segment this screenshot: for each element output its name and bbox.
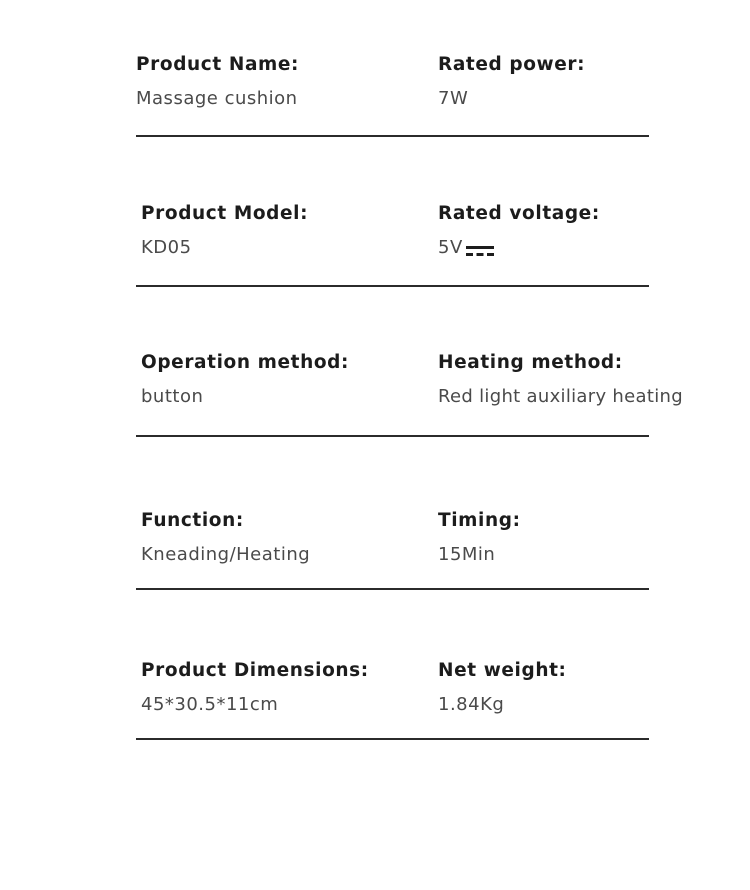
- row-divider: [136, 135, 649, 137]
- spec-value-operation-method: button: [141, 386, 204, 407]
- spec-value-rated-voltage: 5V: [438, 237, 463, 258]
- spec-label-net-weight: Net weight:: [438, 660, 567, 681]
- spec-value-rated-voltage-wrap: [438, 237, 494, 258]
- spec-label-rated-voltage: Rated voltage:: [438, 203, 600, 224]
- spec-value-product-model: KD05: [141, 237, 192, 258]
- spec-value-heating-method: Red light auxiliary heating: [438, 386, 683, 407]
- dc-current-symbol-icon: [466, 241, 494, 253]
- spec-value-net-weight: 1.84Kg: [438, 694, 505, 715]
- row-divider: [136, 285, 649, 287]
- spec-value-timing: 15Min: [438, 544, 496, 565]
- row-divider: [136, 588, 649, 590]
- row-divider: [136, 738, 649, 740]
- spec-value-product-dimensions: 45*30.5*11cm: [141, 694, 279, 715]
- spec-label-product-dimensions: Product Dimensions:: [141, 660, 369, 681]
- spec-value-product-name: Massage cushion: [136, 88, 298, 109]
- spec-value-function: Kneading/Heating: [141, 544, 311, 565]
- spec-value-rated-power: 7W: [438, 88, 469, 109]
- spec-label-timing: Timing:: [438, 510, 521, 531]
- spec-label-function: Function:: [141, 510, 244, 531]
- spec-label-product-name: Product Name:: [136, 54, 300, 75]
- spec-label-product-model: Product Model:: [141, 203, 309, 224]
- spec-label-operation-method: Operation method:: [141, 352, 350, 373]
- spec-label-rated-power: Rated power:: [438, 54, 586, 75]
- spec-label-heating-method: Heating method:: [438, 352, 623, 373]
- row-divider: [136, 435, 649, 437]
